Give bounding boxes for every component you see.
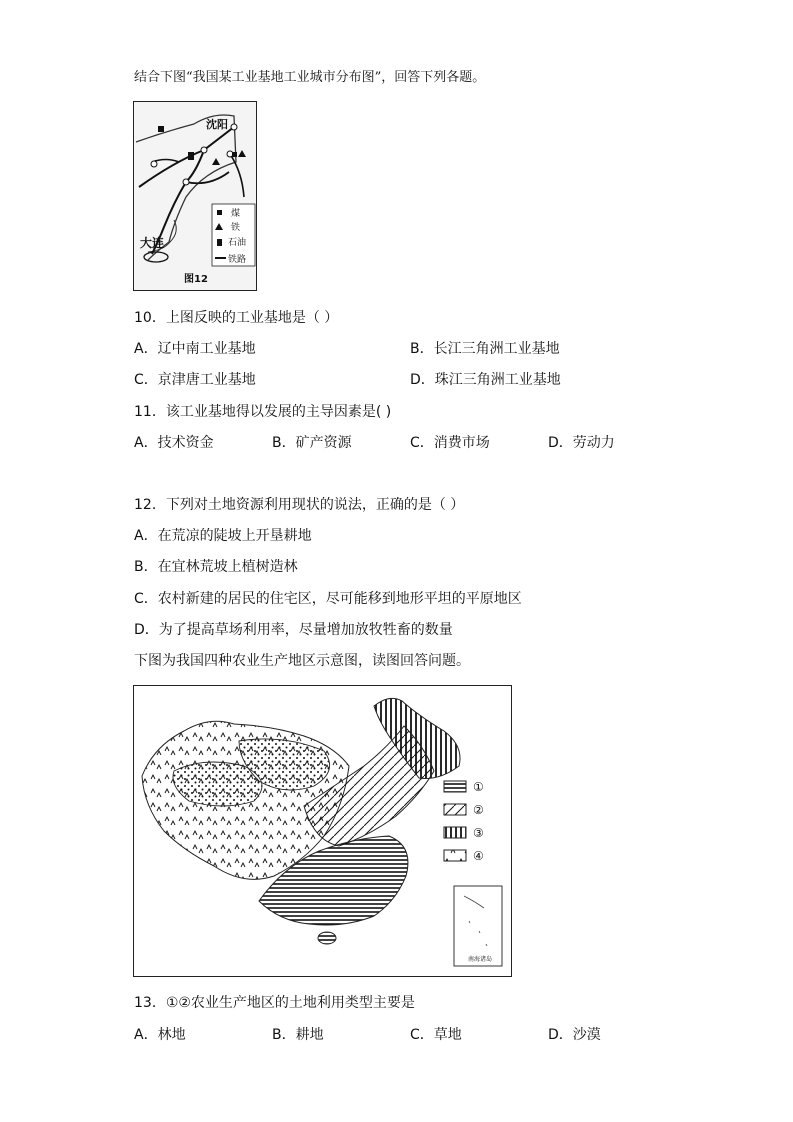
industrial-base-map: [133, 101, 257, 291]
legend-coal: 煤: [231, 209, 241, 219]
q11-option-c[interactable]: C．消费市场: [410, 435, 490, 451]
q11-option-b[interactable]: B．矿产资源: [272, 435, 352, 451]
legend-label-2: ②: [473, 803, 484, 817]
q10-option-d[interactable]: D．珠江三角洲工业基地: [410, 372, 561, 388]
q12-stem: 12．下列对土地资源利用现状的说法，正确的是（ ）: [134, 497, 465, 513]
q13-stem: 13．①②农业生产地区的土地利用类型主要是: [134, 995, 415, 1011]
legend-label-1: ①: [473, 780, 484, 794]
inset-label: 南海诸岛: [468, 956, 493, 963]
legend-label-4: ④: [473, 849, 484, 863]
city-label-shenyang: 沈阳: [206, 118, 228, 131]
q10-option-b[interactable]: B．长江三角洲工业基地: [410, 341, 560, 357]
q13-option-b[interactable]: B．耕地: [272, 1027, 324, 1043]
q10-option-a[interactable]: A．辽中南工业基地: [134, 341, 256, 357]
q13-option-d[interactable]: D．沙漠: [548, 1027, 601, 1043]
agriculture-regions-map: [133, 685, 512, 977]
q11-option-a[interactable]: A．技术资金: [134, 435, 214, 451]
legend-iron: 铁: [231, 223, 241, 233]
q13-option-a[interactable]: A．林地: [134, 1027, 186, 1043]
q12-option-d[interactable]: D．为了提高草场利用率，尽量增加放牧牲畜的数量: [134, 622, 453, 638]
q13-option-c[interactable]: C．草地: [410, 1027, 462, 1043]
q10-option-c[interactable]: C．京津唐工业基地: [134, 372, 256, 388]
legend-oil: 石油: [228, 238, 247, 248]
q12-option-a[interactable]: A．在荒凉的陡坡上开垦耕地: [134, 528, 312, 544]
legend-railway: 铁路: [228, 255, 247, 265]
q12-option-b[interactable]: B．在宜林荒坡上植树造林: [134, 559, 298, 575]
figure-caption: 图12: [184, 274, 208, 285]
city-label-dalian: 大连: [140, 236, 165, 250]
q11-stem: 11．该工业基地得以发展的主导因素是( ): [134, 404, 392, 420]
q11-option-d[interactable]: D．劳动力: [548, 435, 615, 451]
intro-text-2: 下图为我国四种农业生产地区示意图，读图回答问题。: [134, 653, 470, 669]
legend-label-3: ③: [473, 826, 484, 840]
q10-stem: 10．上图反映的工业基地是（ ）: [134, 310, 339, 326]
q12-option-c[interactable]: C．农村新建的居民的住宅区，尽可能移到地形平坦的平原地区: [134, 591, 522, 607]
intro-text-1: 结合下图“我国某工业基地工业城市分布图”，回答下列各题。: [134, 70, 486, 85]
